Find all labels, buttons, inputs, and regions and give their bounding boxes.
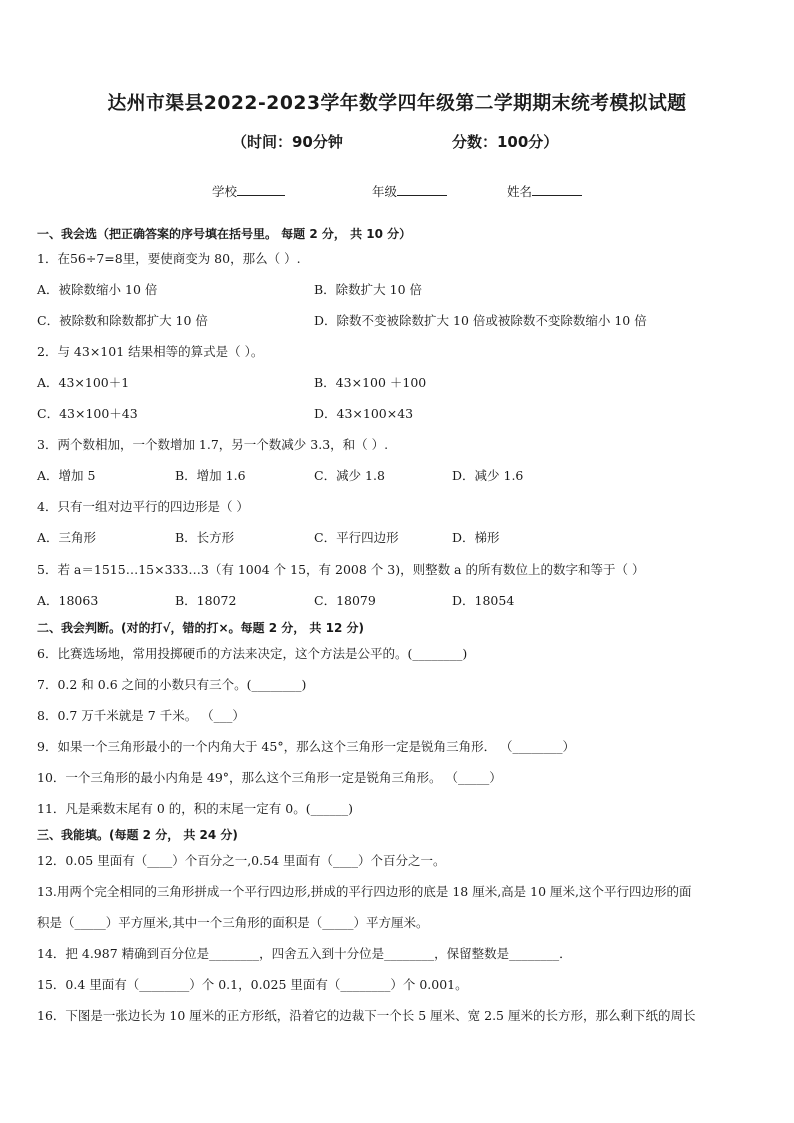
option-5c[interactable]: C．18079 [314, 593, 376, 608]
question-13-line-1: 13.用两个完全相同的三角形拼成一个平行四边形,拼成的平行四边形的底是 18 厘米,高是 10 厘米,这个平行四边形的面 [37, 884, 692, 899]
question-5: 5．若 a＝1515…15×333…3（有 1004 个 15，有 2008 个 3)，则整数 a 的所有数位上的数字和等于（ ） [37, 562, 645, 577]
option-2d[interactable]: D．43×100×43 [314, 406, 414, 421]
question-13-line-2: 积是（_____）平方厘米,其中一个三角形的面积是（_____）平方厘米。 [37, 915, 429, 930]
school-blank[interactable] [237, 183, 285, 196]
option-3d[interactable]: D．减少 1.6 [452, 468, 524, 483]
section-3-heading: 三、我能填。(每题 2 分， 共 24 分) [37, 828, 238, 842]
option-5d[interactable]: D．18054 [452, 593, 515, 608]
option-2c[interactable]: C．43×100＋43 [37, 406, 138, 421]
question-15: 15．0.4 里面有（________）个 0.1，0.025 里面有（________）个 0.001。 [37, 977, 468, 992]
question-8: 8．0.7 万千米就是 7 千米。 （___） [37, 708, 245, 723]
option-1b[interactable]: B．除数扩大 10 倍 [314, 282, 423, 297]
option-4d[interactable]: D．梯形 [452, 530, 500, 545]
question-4: 4．只有一组对边平行的四边形是（ ） [37, 499, 249, 514]
school-label: 学校 [212, 184, 238, 199]
option-1a[interactable]: A．被除数缩小 10 倍 [37, 282, 158, 297]
name-blank[interactable] [532, 183, 582, 196]
option-1d[interactable]: D．除数不变被除数扩大 10 倍或被除数不变除数缩小 10 倍 [314, 313, 647, 328]
question-16: 16．下图是一张边长为 10 厘米的正方形纸，沿着它的边裁下一个长 5 厘米、宽 2.5 厘米的长方形，那么剩下纸的周长 [37, 1008, 696, 1023]
option-4a[interactable]: A．三角形 [37, 530, 97, 545]
question-9: 9．如果一个三角形最小的一个内角大于 45°，那么这个三角形一定是锐角三角形． （________） [37, 739, 576, 754]
grade-field [372, 182, 447, 200]
question-3: 3．两个数相加，一个数增加 1.7，另一个数减少 3.3，和（ ）. [37, 437, 389, 452]
option-2a[interactable]: A．43×100＋1 [37, 375, 130, 390]
page-title: 达州市渠县2022-2023学年数学四年级第二学期期末统考模拟试题 [107, 93, 687, 114]
option-3a[interactable]: A．增加 5 [37, 468, 96, 483]
question-11: 11．凡是乘数末尾有 0 的，积的末尾一定有 0。(______) [37, 801, 353, 816]
question-12: 12．0.05 里面有（____）个百分之一,0.54 里面有（____）个百分之一。 [37, 853, 446, 868]
question-7: 7．0.2 和 0.6 之间的小数只有三个。(________) [37, 677, 307, 692]
option-4b[interactable]: B．长方形 [175, 530, 235, 545]
exam-score: 分数：100分） [452, 133, 559, 151]
option-5a[interactable]: A．18063 [37, 593, 99, 608]
exam-time: （时间：90分钟 [232, 133, 343, 151]
question-14: 14．把 4.987 精确到百分位是________，四舍五入到十分位是________，保留整数是________． [37, 946, 572, 961]
option-2b[interactable]: B．43×100 ＋100 [314, 375, 427, 390]
option-1c[interactable]: C．被除数和除数都扩大 10 倍 [37, 313, 208, 328]
name-field [507, 182, 582, 200]
option-4c[interactable]: C．平行四边形 [314, 530, 399, 545]
question-1: 1．在56÷7=8里，要使商变为 80，那么（ ）. [37, 251, 301, 266]
grade-blank[interactable] [397, 183, 447, 196]
option-3c[interactable]: C．减少 1.8 [314, 468, 385, 483]
section-1-heading: 一、我会选（把正确答案的序号填在括号里。 每题 2 分， 共 10 分） [37, 227, 412, 241]
question-6: 6．比赛选场地，常用投掷硬币的方法来决定，这个方法是公平的。(________) [37, 646, 468, 661]
name-label: 姓名 [507, 184, 533, 199]
school-field [212, 182, 285, 200]
section-2-heading: 二、我会判断。(对的打√，错的打×。每题 2 分， 共 12 分) [37, 621, 364, 635]
question-2: 2．与 43×101 结果相等的算式是（ ）。 [37, 344, 264, 359]
question-10: 10．一个三角形的最小内角是 49°，那么这个三角形一定是锐角三角形。 （_____） [37, 770, 502, 785]
grade-label: 年级 [372, 184, 398, 199]
option-5b[interactable]: B．18072 [175, 593, 237, 608]
option-3b[interactable]: B．增加 1.6 [175, 468, 246, 483]
